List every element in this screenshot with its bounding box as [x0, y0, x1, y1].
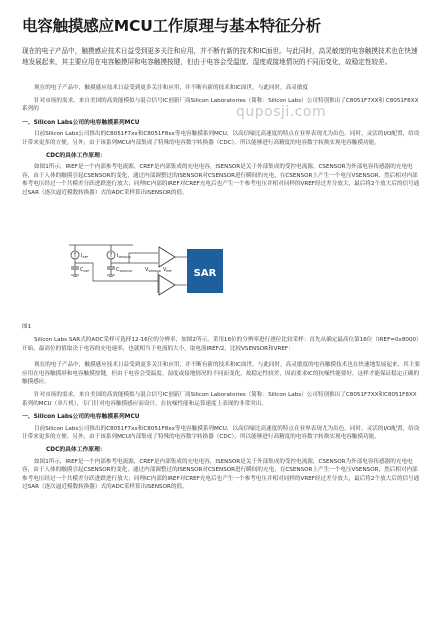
- paragraph: 如图1所示，IREF是一个内部参考电流源，CREF是内部集成的充电电容，ISENSOR是关于外部集成的受控电流源，CSENSOR为外部电容传感器的充电电容，由于人体的触摸引起CSENSOR的变化，通过内部调整过的ISENSOR对CSENSOR进行瞬间的充电，在CSENSOR上产生一个电压VSENSOR，然后相对内部参考电压经过一个共模差分跃进跌进行放大；同理IC内部的IREF对CREF充电后也产生一个参考电压并相对同样的VREF经过差分放大，最后将2个放大后的信号通过SAR（逐次逼近模数转换器）式的ADC采样算出ISENSOR的值。: [22, 164, 420, 196]
- subsection-heading: CDC的具体工作原理：: [46, 152, 106, 159]
- article-title: 电容触摸感应MCU工作原理与基本特征分析: [22, 17, 321, 35]
- arrow-icon: [74, 252, 76, 254]
- section-two: [22, 336, 420, 496]
- vsensor-label: $V_{SENSOR}$: [145, 267, 161, 273]
- vref-label: $V_{REF}$: [163, 267, 173, 273]
- paragraph: 针对市场的需求，来自美国的高效能模拟与混合信号IC创新厂商Silicon Laboratories（简称：Silicon Labs）公司特别推出了C8051F7XX和C8051F8XX系列的MCU（单片机），专门针对电容触摸感应而设计，在抗噪性能和运算速度上表现的非常突出。: [22, 391, 417, 407]
- section-heading: 一、Silicon Labs公司的电容触摸系列MCU: [22, 119, 140, 126]
- isensor-label: $I_{SENSOR}$: [117, 253, 131, 259]
- csensor-label: $C_{SENSOR}$: [116, 267, 132, 273]
- iref-label: $I_{REF}$: [81, 253, 89, 259]
- paragraph: 现在的电子产品中，触摸感应技术日益受到更多关注和应用，并不断有新的技术和IC面世。与此同时，高灵敏度的电容触摸技术也在快速地发展起来，其主要应用在电容触摸屏和电容触摸按键，但由于电容会受温度、湿度或接地情况的不同而变化，故稳定性较差，因而要求IC的抗噪性能要好，这样才能保证稳定正确的触摸感应。: [22, 362, 420, 386]
- cref-label: $C_{REF}$: [80, 267, 90, 273]
- paragraph: 如图1所示，IREF是一个内部参考电流源，CREF是内部集成的充电电容，ISENSOR是关于外部集成的受控电流源，CSENSOR为外部电容传感器的充电电容，由于人体的触摸引起CSENSOR的变化，通过内部调整过的ISENSOR对CSENSOR进行瞬间的充电，在CSENSOR上产生一个电压VSENSOR，然后相对内部参考电压经过一个共模差分跃进跌进行放大；同理IC内部的IREF对CREF充电后也产生一个参考电压并相对同样的VREF经过差分放大，最后将2个放大后的信号通过SAR（逐次逼近模数转换器）式的ADC采样算出ISENSOR的值。: [22, 458, 420, 491]
- amplifier-icon: [159, 275, 175, 295]
- paragraph: Silicon Labs SAR式的ADC采样可选择12-16位的分辨率，如图2所示，采用16位的分辨率进行逐位比较采样：首先从确定最高位第16位（IREF=0x8000）开始，最高位的值取决于电容的充电速率，也就相当于电流的大小，取电流IREF/2，比较VSENSOR和VREF：: [22, 337, 419, 352]
- figure-caption: 图1: [22, 324, 32, 330]
- article-intro: 现在的电子产品中，触摸感应技术日益受到更多关注和应用，并不断有新的技术和IC面世。与此同时，高灵敏度的电容触摸技术也在快速地发展起来，其主要应用在电容触摸屏和电容触摸按键，但由于电容会受温度、湿度或接地情况的不同而变化，故稳定性较差。: [22, 47, 418, 66]
- paragraph: 现在的电子产品中，触摸感应技术日益受到更多关注和应用，并不断有新的技术和IC面世。与此同时，高灵敏度: [34, 85, 309, 91]
- section-heading: 一、Silicon Labs公司的电容触摸系列MCU: [22, 414, 140, 421]
- sar-label: SAR: [193, 268, 217, 279]
- cdc-circuit-diagram: [63, 241, 268, 304]
- section-one: [22, 84, 420, 202]
- subsection-heading: CDC的具体工作原理：: [46, 446, 106, 453]
- arrow-icon: [110, 252, 112, 254]
- amplifier-icon: [159, 247, 175, 267]
- watermark-text: quposji.com: [236, 104, 327, 120]
- paragraph: 目前Silicon Labs公司推出的C8051F7xx和C8051F8xx等电容触摸系列MCU，以高信噪比高速度的特点在业界表现尤为出色。同时，灵活的I/O配置，给设计带来更多的方便。另外，由于该系列MCU内部集成了特殊的电容数字转换器（CDC），所以能够进行高精度的电容数字转换实现电容触摸功能。: [22, 131, 420, 146]
- paragraph: 针对市场的需求，来自美国的高效能模拟与混合信号IC创新厂商Silicon Laboratories（简称：Silicon Labs）公司特别推出了C8051F7XX和 C8051F8XX系列的: [22, 97, 419, 113]
- paragraph: 目前Silicon Labs公司推出的C8051F7xx和C8051F8xx等电容触摸系列MCU，以高信噪比高速度的特点在业界表现尤为出色。同时，灵活的I/O配置，给设计带来更多的方便。另外，由于该系列MCU内部集成了特殊的电容数字转换器（CDC），所以能够进行高精度的电容数字转换实现电容触摸功能。: [22, 425, 420, 441]
